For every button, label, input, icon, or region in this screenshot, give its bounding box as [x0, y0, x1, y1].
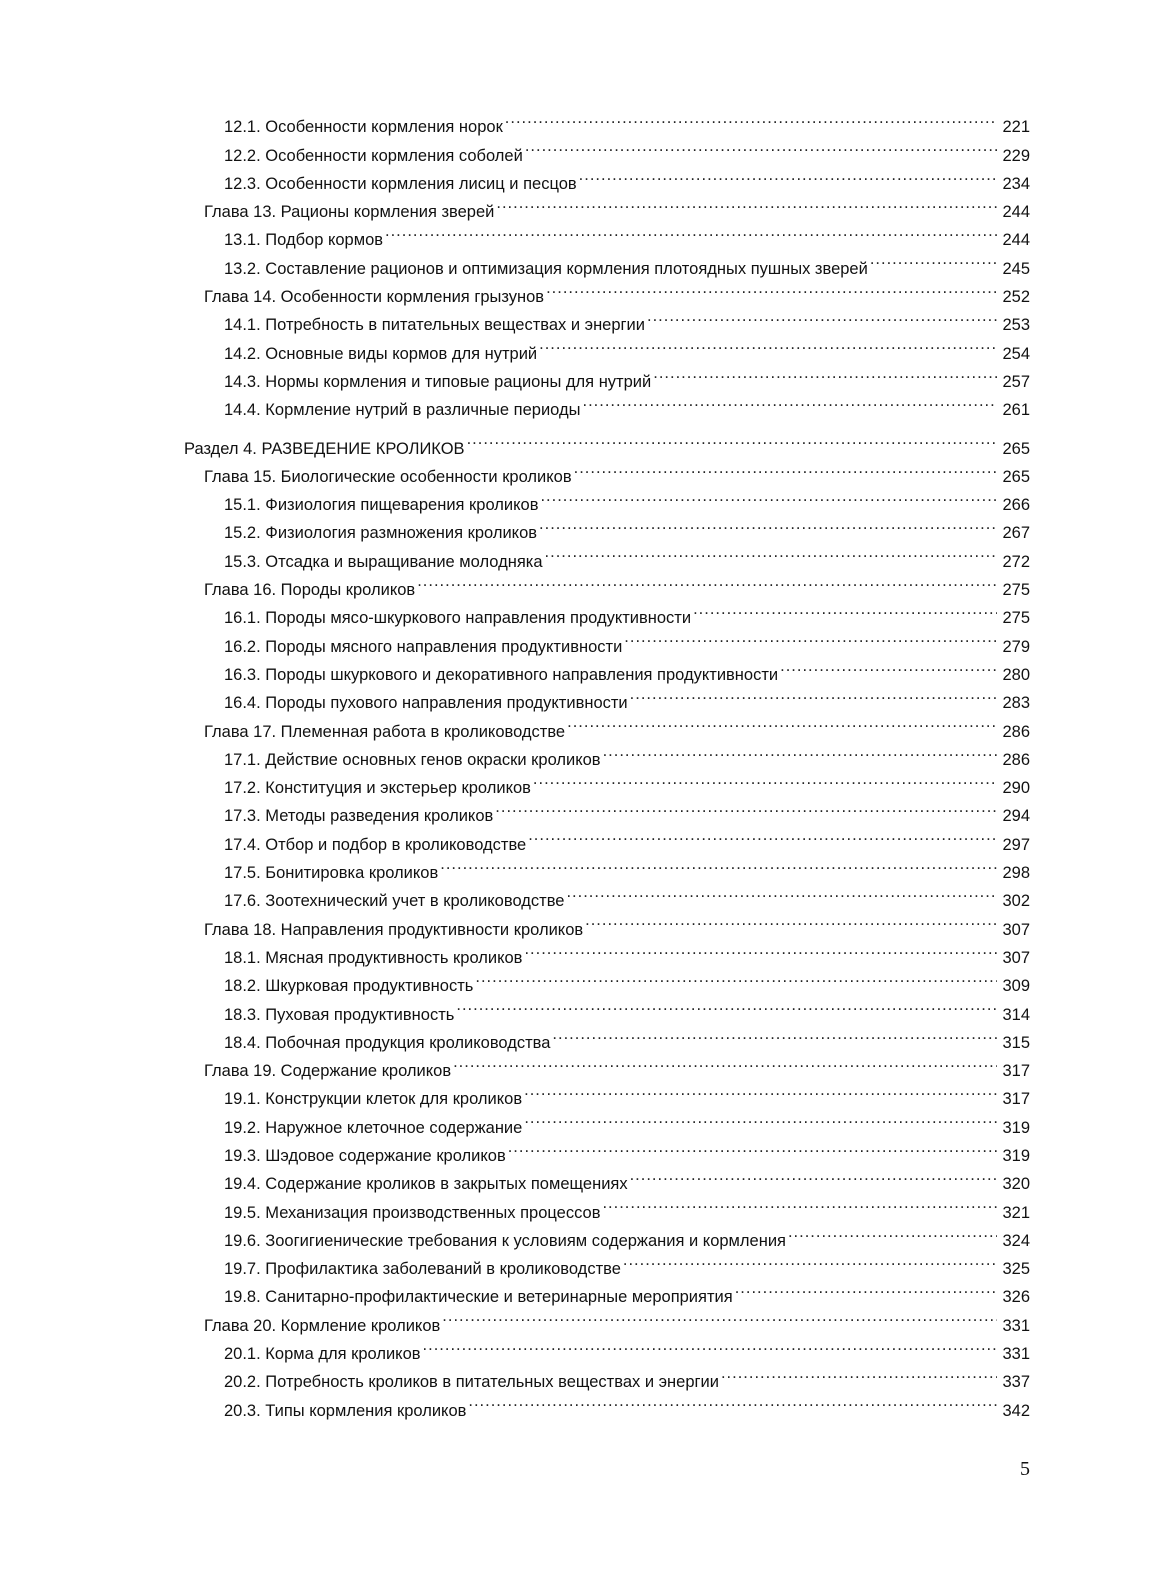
- toc-dot-leader: [524, 935, 997, 963]
- toc-entry-title: 18.1. Мясная продуктивность кроликов: [224, 948, 523, 967]
- toc-entry-title: 20.3. Типы кормления кроликов: [224, 1401, 467, 1420]
- toc-entry-page: 317: [1002, 1062, 1030, 1081]
- toc-dot-leader: [579, 161, 997, 189]
- toc-entry-page: 315: [1002, 1033, 1030, 1052]
- toc-entry-page: 275: [1002, 581, 1030, 600]
- toc-dot-leader: [423, 1331, 997, 1359]
- toc-entry-title: 19.3. Шэдовое содержание кроликов: [224, 1146, 506, 1165]
- toc-entry-page: 244: [1002, 203, 1030, 222]
- toc-dot-leader: [440, 850, 997, 878]
- toc-entry-title: 19.5. Механизация производственных процессов: [224, 1203, 601, 1222]
- toc-entry-page: 286: [1002, 750, 1030, 769]
- toc-dot-leader: [603, 737, 997, 765]
- toc-entry-title: 13.1. Подбор кормов: [224, 231, 384, 250]
- toc-dot-leader: [585, 906, 997, 934]
- toc-entry-page: 279: [1002, 637, 1030, 656]
- toc-entry-page: 317: [1002, 1090, 1030, 1109]
- toc-entry-page: 326: [1002, 1288, 1030, 1307]
- page-number: 5: [1020, 1458, 1030, 1480]
- toc-dot-leader: [574, 454, 997, 482]
- toc-entry-page: 337: [1002, 1373, 1030, 1392]
- toc-dot-leader: [546, 274, 997, 302]
- toc-entry-title: 19.4. Содержание кроликов в закрытых помещениях: [224, 1175, 628, 1194]
- toc-dot-leader: [780, 652, 997, 680]
- toc-entry-title: Глава 19. Содержание кроликов: [204, 1062, 452, 1081]
- toc-entry-title: 19.1. Конструкции клеток для кроликов: [224, 1090, 523, 1109]
- toc-entry-page: 280: [1002, 665, 1030, 684]
- toc-entry-page: 253: [1002, 316, 1030, 335]
- toc-section[interactable]: [184, 425, 1030, 458]
- toc-entry-page: 321: [1002, 1203, 1030, 1222]
- toc-dot-leader: [539, 510, 997, 538]
- toc-subsection[interactable]: [184, 104, 1030, 137]
- toc-dot-leader: [385, 217, 997, 245]
- toc-entry-title: 18.4. Побочная продукция кролиководства: [224, 1033, 551, 1052]
- toc-dot-leader: [417, 567, 997, 595]
- toc-dot-leader: [567, 708, 997, 736]
- toc-entry-title: 17.5. Бонитировка кроликов: [224, 864, 439, 883]
- toc-entry-title: Глава 14. Особенности кормления грызунов: [204, 288, 545, 307]
- toc-entry-page: 324: [1002, 1231, 1030, 1250]
- toc-dot-leader: [540, 482, 997, 510]
- toc-entry-page: 342: [1002, 1401, 1030, 1420]
- toc-entry-title: 16.4. Породы пухового направления продуктивности: [224, 694, 628, 713]
- toc-entry-title: 20.1. Корма для кроликов: [224, 1345, 421, 1364]
- toc-entry-title: 19.6. Зоогигиенические требования к условиям содержания и кормления: [224, 1231, 786, 1250]
- toc-entry-title: 14.1. Потребность в питательных веществах и энергии: [224, 316, 645, 335]
- toc-entry-page: 309: [1002, 977, 1030, 996]
- toc-dot-leader: [647, 302, 997, 330]
- toc-entry-title: 18.3. Пуховая продуктивность: [224, 1005, 455, 1024]
- toc-entry-title: 20.2. Потребность кроликов в питательных веществах и энергии: [224, 1373, 719, 1392]
- toc-entry-page: 252: [1002, 288, 1030, 307]
- toc-entry-page: 272: [1002, 552, 1030, 571]
- toc-entry-title: 18.2. Шкурковая продуктивность: [224, 977, 474, 996]
- toc-entry-page: 244: [1002, 231, 1030, 250]
- toc-entry-title: 19.8. Санитарно-профилактические и ветеринарные мероприятия: [224, 1288, 733, 1307]
- toc-entry-title: Глава 18. Направления продуктивности кроликов: [204, 920, 584, 939]
- toc-dot-leader: [623, 1246, 997, 1274]
- toc-entry-page: 275: [1002, 609, 1030, 628]
- toc-entry-title: 17.6. Зоотехнический учет в кролиководстве: [224, 892, 565, 911]
- toc-entry-page: 297: [1002, 835, 1030, 854]
- toc-entry-page: 266: [1002, 496, 1030, 515]
- toc-dot-leader: [467, 425, 997, 453]
- toc-dot-leader: [630, 1161, 997, 1189]
- toc-dot-leader: [468, 1387, 997, 1415]
- toc-dot-leader: [788, 1218, 997, 1246]
- toc-dot-leader: [545, 538, 997, 566]
- toc-entry-title: Глава 20. Кормление кроликов: [204, 1316, 441, 1335]
- toc-dot-leader: [495, 793, 997, 821]
- toc-dot-leader: [721, 1359, 997, 1387]
- toc-entry-page: 307: [1002, 920, 1030, 939]
- toc-dot-leader: [870, 245, 997, 273]
- toc-entry-title: 16.2. Породы мясного направления продуктивности: [224, 637, 623, 656]
- toc-entry-page: 221: [1002, 118, 1030, 137]
- toc-dot-leader: [566, 878, 997, 906]
- toc-entry-title: 14.4. Кормление нутрий в различные периоды: [224, 401, 581, 420]
- toc-entry-title: 17.1. Действие основных генов окраски кроликов: [224, 750, 601, 769]
- toc-dot-leader: [524, 1104, 997, 1132]
- toc-entry-title: 13.2. Составление рационов и оптимизация кормления плотоядных пушных зверей: [224, 259, 868, 278]
- toc-entry-title: Глава 15. Биологические особенности кроликов: [204, 467, 572, 486]
- toc-entry-page: 319: [1002, 1146, 1030, 1165]
- toc-entry-title: 15.2. Физиология размножения кроликов: [224, 524, 538, 543]
- toc-dot-leader: [693, 595, 997, 623]
- toc-dot-leader: [630, 680, 997, 708]
- toc-dot-leader: [552, 1020, 997, 1048]
- toc-entry-page: 254: [1002, 344, 1030, 363]
- toc-dot-leader: [508, 1133, 997, 1161]
- toc-entry-page: 286: [1002, 722, 1030, 741]
- toc-entry-page: 298: [1002, 864, 1030, 883]
- toc-entry-title: 12.1. Особенности кормления норок: [224, 118, 503, 137]
- toc-entry-title: 17.3. Методы разведения кроликов: [224, 807, 494, 826]
- toc-entry-page: 245: [1002, 259, 1030, 278]
- toc-entry-page: 331: [1002, 1316, 1030, 1335]
- toc-entry-page: 265: [1002, 467, 1030, 486]
- toc-entry-title: 16.3. Породы шкуркового и декоративного направления продуктивности: [224, 665, 779, 684]
- toc-dot-leader: [496, 189, 997, 217]
- toc-entry-title: 19.7. Профилактика заболеваний в кролиководстве: [224, 1260, 621, 1279]
- toc-entry-page: 229: [1002, 146, 1030, 165]
- toc-entry-title: Глава 13. Рационы кормления зверей: [204, 203, 495, 222]
- toc-entry-title: 14.2. Основные виды кормов для нутрий: [224, 344, 538, 363]
- toc-entry-page: 314: [1002, 1005, 1030, 1024]
- toc-dot-leader: [442, 1302, 997, 1330]
- toc-dot-leader: [505, 104, 997, 132]
- toc-entry-page: 319: [1002, 1118, 1030, 1137]
- toc-entry-page: 307: [1002, 948, 1030, 967]
- toc-entry-page: 283: [1002, 694, 1030, 713]
- toc-entry-title: Раздел 4. РАЗВЕДЕНИЕ КРОЛИКОВ: [184, 439, 465, 458]
- toc-entry-page: 290: [1002, 779, 1030, 798]
- toc-entry-title: Глава 16. Породы кроликов: [204, 581, 416, 600]
- table-of-contents: [184, 104, 1030, 1420]
- toc-dot-leader: [456, 991, 997, 1019]
- toc-entry-title: 19.2. Наружное клеточное содержание: [224, 1118, 523, 1137]
- toc-dot-leader: [735, 1274, 997, 1302]
- toc-dot-leader: [525, 132, 997, 160]
- toc-entry-title: 15.3. Отсадка и выращивание молодняка: [224, 552, 543, 571]
- toc-dot-leader: [528, 821, 997, 849]
- toc-entry-page: 261: [1002, 401, 1030, 420]
- toc-dot-leader: [475, 963, 997, 991]
- toc-entry-page: 257: [1002, 372, 1030, 391]
- toc-entry-page: 267: [1002, 524, 1030, 543]
- toc-entry-title: 15.1. Физиология пищеварения кроликов: [224, 496, 539, 515]
- toc-entry-page: 320: [1002, 1175, 1030, 1194]
- toc-entry-title: 17.2. Конституция и экстерьер кроликов: [224, 779, 531, 798]
- toc-dot-leader: [582, 387, 997, 415]
- toc-dot-leader: [624, 623, 997, 651]
- toc-entry-page: 265: [1002, 439, 1030, 458]
- toc-entry-title: 14.3. Нормы кормления и типовые рационы для нутрий: [224, 372, 652, 391]
- toc-entry-page: 331: [1002, 1345, 1030, 1364]
- toc-dot-leader: [533, 765, 997, 793]
- toc-entry-page: 294: [1002, 807, 1030, 826]
- toc-entry-page: 234: [1002, 174, 1030, 193]
- toc-dot-leader: [602, 1189, 997, 1217]
- toc-entry-title: 12.3. Особенности кормления лисиц и песцов: [224, 174, 577, 193]
- toc-dot-leader: [653, 359, 997, 387]
- toc-entry-title: 12.2. Особенности кормления соболей: [224, 146, 523, 165]
- toc-entry-title: 16.1. Породы мясо-шкуркового направления продуктивности: [224, 609, 692, 628]
- toc-entry-page: 325: [1002, 1260, 1030, 1279]
- toc-entry-page: 302: [1002, 892, 1030, 911]
- toc-dot-leader: [539, 330, 997, 358]
- toc-dot-leader: [453, 1048, 997, 1076]
- toc-entry-title: Глава 17. Племенная работа в кролиководстве: [204, 722, 566, 741]
- toc-entry-title: 17.4. Отбор и подбор в кролиководстве: [224, 835, 527, 854]
- toc-dot-leader: [524, 1076, 997, 1104]
